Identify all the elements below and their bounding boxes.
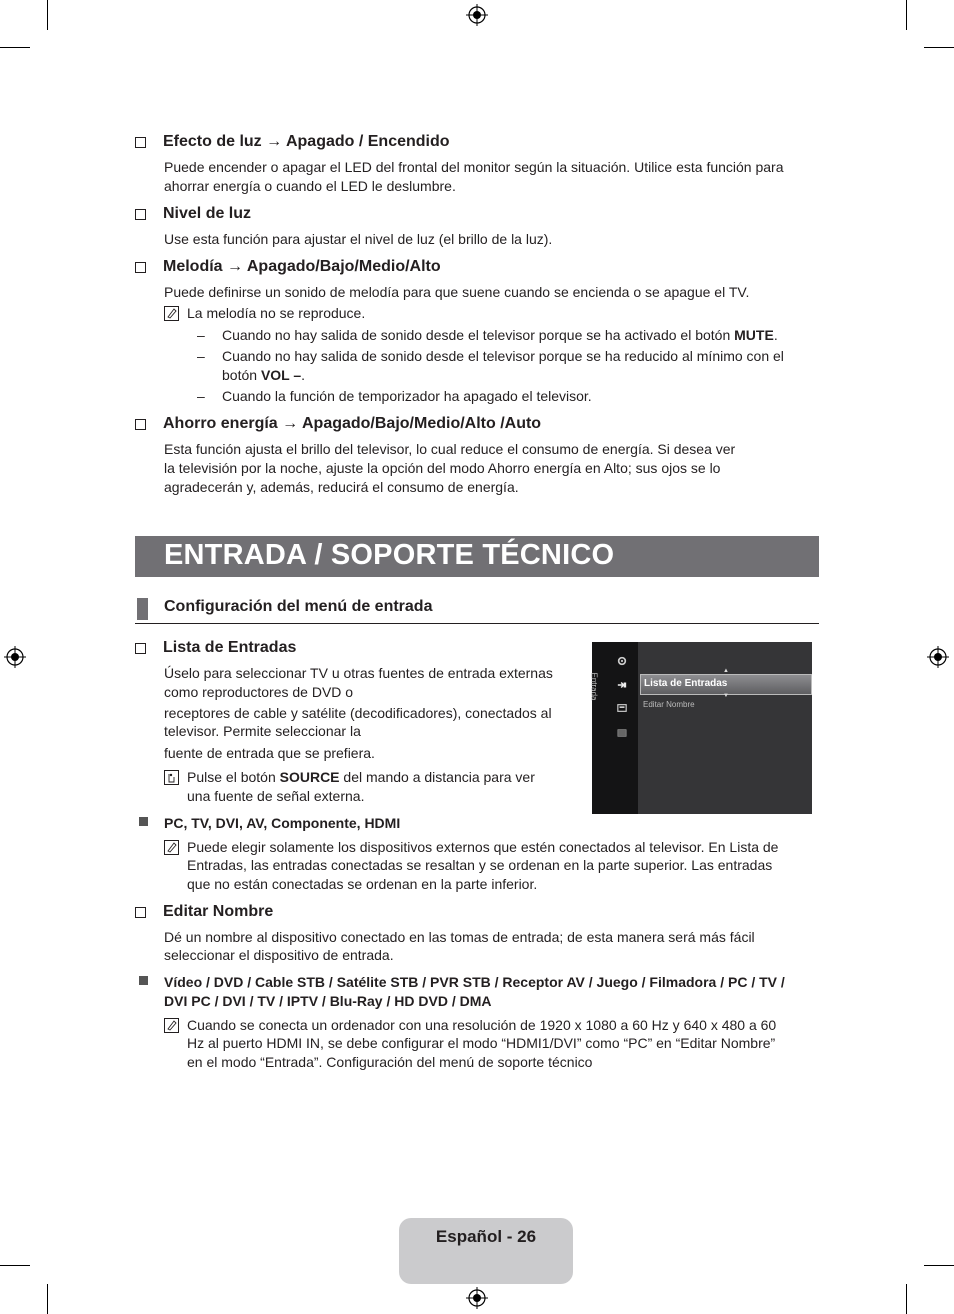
editar-heading bbox=[135, 903, 273, 921]
lista-note-post: del mando a distancia para ver bbox=[339, 769, 535, 785]
dash-2-end: . bbox=[301, 367, 306, 383]
melodia-dash-1 bbox=[197, 326, 778, 345]
melodia-body: Puede definirse un sonido de melodía para que suene cuando se encienda o se apague el TV. bbox=[164, 284, 750, 300]
note-icon bbox=[164, 306, 179, 321]
subheading bbox=[135, 597, 819, 624]
mute-label: MUTE bbox=[734, 327, 774, 343]
dash-1-text: Cuando no hay salida de sonido desde el televisor porque se ha activado el botón bbox=[222, 327, 735, 343]
lista-heading-text: Lista de Entradas bbox=[163, 639, 297, 656]
crop-mark bbox=[0, 1265, 30, 1266]
dash-2-pre: botón bbox=[222, 367, 261, 383]
checkbox-icon bbox=[135, 137, 146, 148]
editar-note-line2: Hz al puerto HDMI IN, se debe configurar el modo “HDMI1/DVI” como “PC” en “Editar Nombre” bbox=[187, 1035, 776, 1051]
editar-note-line3: en el modo “Entrada”. Configuración del menú de soporte técnico bbox=[187, 1054, 593, 1070]
subheading-bar bbox=[137, 598, 148, 620]
lista-note-pre: Pulse el botón bbox=[187, 769, 280, 785]
checkbox-icon bbox=[135, 419, 146, 430]
up-arrow-icon: ▲ bbox=[723, 668, 729, 674]
source-label: SOURCE bbox=[279, 769, 340, 785]
note-icon bbox=[164, 1018, 179, 1033]
lista-body-1: Úselo para seleccionar TV u otras fuentes de entrada externas bbox=[164, 665, 553, 681]
osd-menu-item[interactable]: Editar Nombre bbox=[643, 700, 695, 709]
checkbox-icon bbox=[135, 262, 146, 273]
registration-mark-icon bbox=[466, 4, 488, 26]
note-icon bbox=[164, 840, 179, 855]
support-icon bbox=[616, 728, 628, 738]
dash-2-text: Cuando no hay salida de sonido desde el televisor porque se ha reducido al mínimo con el bbox=[222, 348, 784, 364]
efecto-heading bbox=[135, 133, 450, 151]
lista-body-4: televisor. Permite seleccionar la bbox=[164, 723, 361, 739]
ahorro-body-3: agradecerán y, además, reducirá el consumo de energía. bbox=[164, 479, 519, 495]
ahorro-heading-text: Ahorro energía → Apagado/Bajo/Medio/Alto /Auto bbox=[163, 415, 542, 432]
subheading-text: Configuración del menú de entrada bbox=[164, 598, 433, 615]
efecto-body-2: ahorrar energía o cuando el LED le deslumbre. bbox=[164, 178, 456, 194]
down-arrow-icon: ▼ bbox=[723, 693, 729, 699]
lista-note2 bbox=[164, 838, 778, 857]
melodia-note-text: La melodía no se reproduce. bbox=[187, 305, 366, 321]
lista-note2-line2: Entradas, las entradas conectadas se resaltan y se ordenan en la parte superior. Las entradas bbox=[187, 857, 773, 873]
editar-options-2: DVI PC / DVI / TV / IPTV / Blu-Ray / HD DVD / DMA bbox=[164, 993, 492, 1009]
editar-body-1: Dé un nombre al dispositivo conectado en las tomas de entrada; de esta manera será más fácil bbox=[164, 929, 755, 945]
crop-mark bbox=[0, 47, 30, 48]
melodia-dash-2-cont bbox=[222, 366, 305, 385]
efecto-body-1: Puede encender o apagar el LED del frontal del monitor según la situación. Utilice esta función para bbox=[164, 159, 784, 175]
lista-body-3: receptores de cable y satélite (decodificadores), conectados al bbox=[164, 705, 552, 721]
ahorro-body-2: la televisión por la noche, ajuste la opción del modo Ahorro energía en Alto; sus ojos se lo bbox=[164, 460, 721, 476]
melodia-heading bbox=[135, 258, 441, 276]
dash-mark: – bbox=[197, 348, 205, 364]
lista-body-5: fuente de entrada que se prefiera. bbox=[164, 745, 375, 761]
editar-options-1: Vídeo / DVD / Cable STB / Satélite STB / PVR STB / Receptor AV / Juego / Filmadora / PC / TV / bbox=[164, 974, 785, 990]
osd-selected-item[interactable] bbox=[640, 674, 812, 695]
osd-sidebar bbox=[589, 642, 638, 814]
lista-note bbox=[164, 768, 535, 787]
osd-vertical-label: Entrada bbox=[589, 672, 599, 701]
ahorro-body-1: Esta función ajusta el brillo del televisor, lo cual reduce el consumo de energía. Si desea ver bbox=[164, 441, 736, 457]
page-footer bbox=[399, 1218, 573, 1284]
nivel-heading-text: Nivel de luz bbox=[163, 205, 252, 222]
tv-menu-screenshot bbox=[589, 642, 812, 814]
crop-mark bbox=[47, 0, 48, 30]
checkbox-icon bbox=[135, 209, 146, 220]
editar-body-2: seleccionar el dispositivo de entrada. bbox=[164, 947, 394, 963]
dash-1-end: . bbox=[773, 327, 778, 343]
dash-mark: – bbox=[197, 327, 205, 343]
gear-icon bbox=[616, 656, 628, 666]
melodia-dash-2 bbox=[197, 347, 784, 366]
app-icon bbox=[616, 703, 628, 713]
lista-body-2: como reproductores de DVD o bbox=[164, 684, 354, 700]
section-banner bbox=[135, 536, 819, 577]
registration-mark-icon bbox=[4, 646, 26, 668]
registration-mark-icon bbox=[927, 646, 949, 668]
lista-heading bbox=[135, 639, 296, 657]
bullet-square-icon bbox=[139, 976, 148, 985]
input-icon bbox=[616, 680, 628, 690]
nivel-heading bbox=[135, 205, 251, 223]
registration-mark-icon bbox=[466, 1287, 488, 1309]
lista-note2-line3: que no están conectadas se ordenan en la parte inferior. bbox=[187, 876, 538, 892]
vol-label: VOL – bbox=[260, 367, 302, 383]
melodia-dash-3 bbox=[197, 387, 592, 406]
checkbox-icon bbox=[135, 907, 146, 918]
banner-title: ENTRADA / SOPORTE TÉCNICO bbox=[164, 539, 615, 571]
melodia-note bbox=[164, 304, 365, 323]
lista-note-line2: una fuente de señal externa. bbox=[187, 788, 365, 804]
crop-mark bbox=[924, 1265, 954, 1266]
checkbox-icon bbox=[135, 643, 146, 654]
page-number: Español - 26 bbox=[435, 1227, 537, 1246]
efecto-heading-text: Efecto de luz → Apagado / Encendido bbox=[163, 133, 450, 150]
crop-mark bbox=[906, 0, 907, 30]
lista-note2-line1: Puede elegir solamente los dispositivos externos que estén conectados al televisor. En Lista de bbox=[187, 839, 779, 855]
remote-icon bbox=[164, 770, 179, 785]
dash-mark: – bbox=[197, 388, 205, 404]
editar-note-line1: Cuando se conecta un ordenador con una resolución de 1920 x 1080 a 60 Hz y 640 x 480 a 60 bbox=[187, 1017, 777, 1033]
dash-3-text: Cuando la función de temporizador ha apagado el televisor. bbox=[222, 388, 592, 404]
nivel-body: Use esta función para ajustar el nivel de luz (el brillo de la luz). bbox=[164, 231, 553, 247]
crop-mark bbox=[924, 47, 954, 48]
melodia-heading-text: Melodía → Apagado/Bajo/Medio/Alto bbox=[163, 258, 441, 275]
crop-mark bbox=[47, 1284, 48, 1314]
crop-mark bbox=[906, 1284, 907, 1314]
lista-options: PC, TV, DVI, AV, Componente, HDMI bbox=[164, 815, 401, 831]
osd-selected-label: Lista de Entradas bbox=[644, 678, 728, 689]
ahorro-heading bbox=[135, 415, 541, 433]
bullet-square-icon bbox=[139, 817, 148, 826]
editar-heading-text: Editar Nombre bbox=[163, 903, 274, 920]
editar-note bbox=[164, 1016, 776, 1035]
